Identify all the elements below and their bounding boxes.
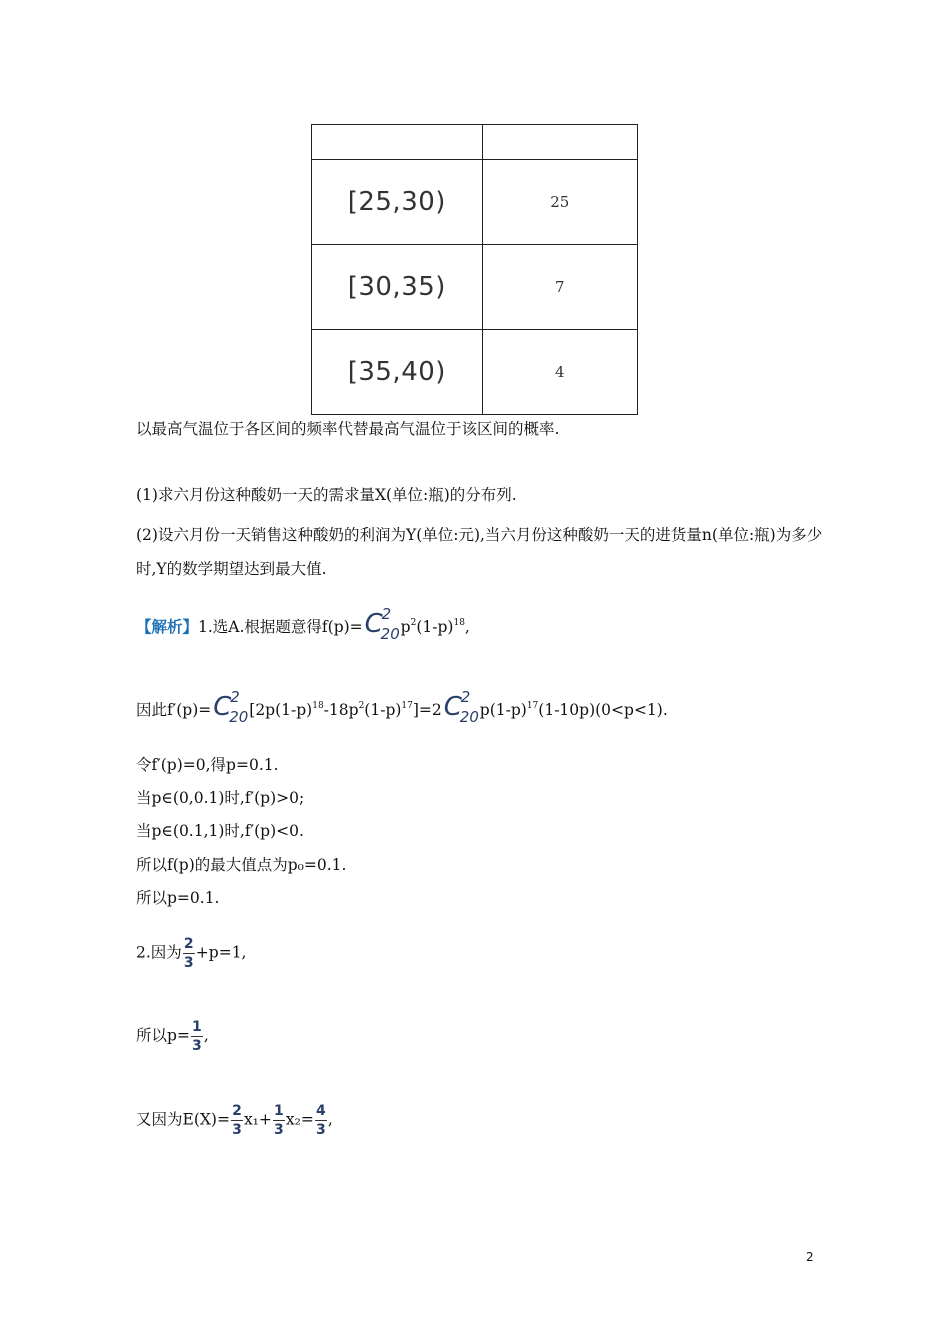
fraction-den: 3: [192, 1038, 202, 1054]
solution-text: ,: [327, 1110, 333, 1129]
solution-text: p: [400, 618, 411, 636]
count-cell: 25: [482, 160, 637, 245]
derivative-line: [136, 688, 668, 726]
page-number: 2: [806, 1250, 814, 1264]
fraction: [273, 1102, 285, 1139]
comb-base: C: [213, 692, 232, 722]
comb-sub: 20: [459, 708, 479, 726]
fraction: [231, 1102, 243, 1139]
solution-text: 2.因为: [136, 943, 182, 962]
comb-base: C: [443, 692, 462, 722]
table-row: [312, 160, 638, 245]
solution-text: x₂=: [285, 1110, 314, 1129]
solution-line-3: [136, 1018, 209, 1055]
solution-line: 所以p=0.1.: [136, 889, 220, 907]
combination-formula: [364, 605, 400, 643]
fraction-den: 3: [274, 1122, 284, 1138]
question-1: (1)求六月份这种酸奶一天的需求量X(单位:瓶)的分布列.: [136, 486, 517, 504]
solution-text: 因此f′(p)=: [136, 701, 212, 719]
table-header-row: [312, 125, 638, 160]
comb-sup: 2: [460, 688, 471, 706]
interval-cell: [30,35): [312, 245, 483, 330]
solution-line: 当p∈(0,0.1)时,f′(p)>0;: [136, 789, 305, 807]
count-cell: 4: [482, 330, 637, 415]
table-row: [312, 330, 638, 415]
exponent: 2: [410, 618, 417, 628]
fraction-num: 2: [183, 936, 194, 952]
fraction: [183, 935, 195, 972]
interval-cell: [25,30): [312, 160, 483, 245]
interval-cell: [35,40): [312, 330, 483, 415]
fraction-den: 3: [232, 1122, 242, 1138]
fraction-num: 1: [192, 1019, 202, 1035]
count-cell: 7: [482, 245, 637, 330]
solution-line: 当p∈(0.1,1)时,f′(p)<0.: [136, 822, 304, 840]
temperature-frequency-table: [311, 124, 638, 415]
solution-text: ]=2: [412, 701, 442, 719]
solution-line-2: [136, 935, 246, 972]
combination-formula: [443, 688, 479, 726]
fraction-num: 1: [274, 1103, 284, 1119]
exponent: 17: [526, 701, 539, 711]
solution-line-4: [136, 1102, 333, 1139]
solution-line-1: 【解析】1.选A.根据题意得f(p)=C 2 20 $p^2(1-p)^{18}$,: [136, 605, 470, 643]
solution-text: 又因为E(X)=: [136, 1110, 230, 1129]
exponent: 17: [401, 701, 413, 711]
solution-tag: 【解析】: [136, 617, 199, 636]
question-2: (2)设六月份一天销售这种酸奶的利润为Y(单位:元),当六月份这种酸奶一天的进货量n(单位:瓶)为多少时,Y的数学期望达到最大值.: [136, 526, 823, 578]
table-header-cell: [312, 125, 483, 160]
fraction-num: 4: [315, 1103, 326, 1119]
solution-line: 令f′(p)=0,得p=0.1.: [136, 756, 279, 774]
fraction: [315, 1102, 327, 1139]
exponent: 18: [312, 701, 324, 711]
exponent: 18: [453, 618, 465, 628]
note-text: 以最高气温位于各区间的频率代替最高气温位于该区间的概率.: [136, 420, 560, 438]
fraction-num: 2: [232, 1103, 242, 1119]
table-row: [312, 245, 638, 330]
combination-formula: [213, 688, 249, 726]
solution-text: [2p(1-p): [249, 701, 313, 719]
comb-sub: 20: [229, 708, 249, 726]
solution-text: x₁+: [243, 1110, 272, 1129]
fraction: [191, 1018, 203, 1055]
solution-text: p(1-p): [479, 701, 527, 719]
comb-sub: 20: [380, 625, 400, 643]
solution-text: +p=1,: [195, 943, 247, 962]
fraction-den: 3: [183, 955, 194, 971]
exponent: 2: [358, 701, 365, 711]
table-header-cell: [482, 125, 637, 160]
solution-text: (1-10p)(0<p<1).: [538, 701, 668, 719]
fraction-den: 3: [315, 1122, 326, 1138]
comb-base: C: [364, 609, 383, 639]
comb-sup: 2: [230, 688, 240, 706]
solution-text: ,: [203, 1026, 209, 1045]
solution-text: 1.选A.根据题意得f(p)=: [198, 618, 363, 636]
solution-text: (1-p): [416, 618, 454, 636]
comb-sup: 2: [381, 605, 392, 623]
solution-line: 所以f(p)的最大值点为p₀=0.1.: [136, 856, 347, 874]
solution-text: -18p: [323, 701, 359, 719]
solution-text: (1-p): [364, 701, 402, 719]
solution-text: 所以p=: [136, 1026, 190, 1045]
